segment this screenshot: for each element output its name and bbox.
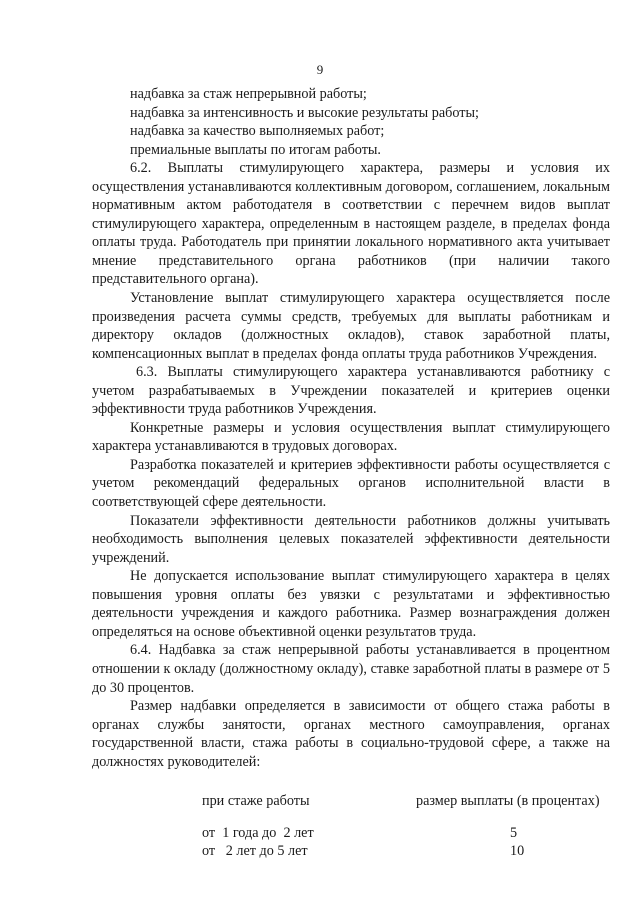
list-item: надбавка за стаж непрерывной работы; (130, 86, 367, 102)
list-item: надбавка за качество выполняемых работ; (130, 123, 385, 140)
page-number: 9 (316, 62, 324, 77)
list-item: премиальные выплаты по итогам работы. (130, 141, 381, 158)
table-cell-range: от 2 лет до 5 лет (202, 843, 308, 859)
table-cell-value: 10 (510, 843, 525, 859)
paragraph-6-4: 6.4. Надбавка за стаж непрерывной работы устанавливается в процентном отношении к окладу (должностному окладу), ставке заработной платы в размере от 5 до 30 процентов. (92, 642, 610, 696)
paragraph: Разработка показателей и критериев эффективности работы осуществляется с учетом рекомендаций федеральных органов исполнительной власти в соответствующей сфере деятельности. (92, 456, 610, 511)
table-cell-range: от 1 года до 2 лет (202, 825, 314, 841)
paragraph: Размер надбавки определяется в зависимости от общего стажа работы в органах службы занятости, органах местного самоуправления, органах государственной власти, стажа работы в социально-трудовой сфере, а также на должностях руководителей: (92, 698, 610, 770)
paragraph-6-3: 6.3. Выплаты стимулирующего характера устанавливаются работнику с учетом разрабатываемых в Учреждении показателей и критериев оценки эффективности труда работников Учреждения. (92, 364, 610, 418)
table-cell-value: 5 (510, 825, 518, 841)
paragraph: Конкретные размеры и условия осуществления выплат стимулирующего характера устанавливаются в трудовых договорах. (92, 419, 610, 455)
list-item: надбавка за интенсивность и высокие результаты работы; (130, 104, 479, 121)
document-body (92, 85, 610, 771)
paragraph: Не допускается использование выплат стимулирующего характера в целях повышения уровня оплаты без увязки с результатами и эффективностью деятельности учреждения и каждого работника. Размер вознаграждения должен определяться на основе объективной оценки результатов труда. (92, 568, 610, 640)
paragraph-6-2: 6.2. Выплаты стимулирующего характера, размеры и условия их осуществления устанавливаются коллективным договором, соглашением, локальным нормативным актом работодателя в соответствии с перечнем видов выплат стимулирующего характера, определенным в настоящем разделе, в пределах фонда оплаты труда. Работодатель при принятии локального нормативного акта учитывает мнение представительного органа работников (при наличии такого представительного органа). (92, 160, 610, 288)
table-header-percent: размер выплаты (в процентах) (416, 793, 600, 809)
paragraph: Показатели эффективности деятельности работников должны учитывать необходимость выполнения целевых показателей эффективности деятельности учреждений. (92, 512, 610, 566)
table-header-seniority: при стаже работы (202, 793, 310, 809)
paragraph: Установление выплат стимулирующего характера осуществляется после произведения расчета суммы средств, требуемых для выплаты работникам и директору окладов (должностных окладов), ставок заработной платы, компенсационных выплат в пределах фонда оплаты труда работников Учреждения. (92, 290, 610, 362)
